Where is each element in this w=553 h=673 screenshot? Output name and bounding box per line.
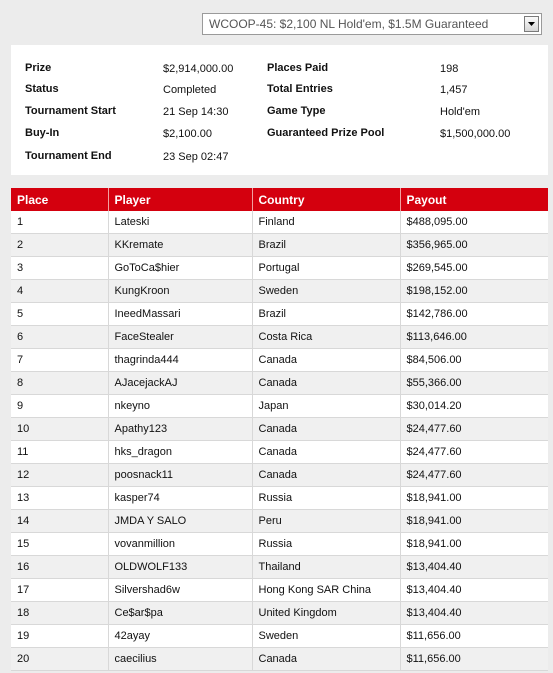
country-cell: Japan <box>252 395 400 418</box>
tournament-select-value: WCOOP-45: $2,100 NL Hold'em, $1.5M Guaranteed <box>209 17 489 31</box>
status-value: Completed <box>163 84 217 96</box>
player-cell: KungKroon <box>108 280 252 303</box>
player-cell: vovanmillion <box>108 533 252 556</box>
country-cell: Canada <box>252 372 400 395</box>
country-cell: Sweden <box>252 280 400 303</box>
guaranteed-prize-pool-value: $1,500,000.00 <box>440 128 511 140</box>
payout-cell: $24,477.60 <box>400 464 548 487</box>
table-row[interactable] <box>11 441 548 464</box>
payout-cell: $13,404.40 <box>400 602 548 625</box>
player-cell: kasper74 <box>108 487 252 510</box>
prize-value: $2,914,000.00 <box>163 63 234 75</box>
payout-cell: $55,366.00 <box>400 372 548 395</box>
payout-cell: $18,941.00 <box>400 510 548 533</box>
table-row[interactable] <box>11 326 548 349</box>
country-cell: United Kingdom <box>252 602 400 625</box>
place-cell: 5 <box>11 303 108 326</box>
header-player[interactable]: Player <box>108 188 252 211</box>
country-cell: Costa Rica <box>252 326 400 349</box>
country-cell: Sweden <box>252 625 400 648</box>
status-label: Status <box>25 83 59 95</box>
payout-cell: $113,646.00 <box>400 326 548 349</box>
place-cell: 15 <box>11 533 108 556</box>
payout-cell: $198,152.00 <box>400 280 548 303</box>
player-cell: Apathy123 <box>108 418 252 441</box>
place-cell: 17 <box>11 579 108 602</box>
country-cell: Portugal <box>252 257 400 280</box>
table-row[interactable] <box>11 280 548 303</box>
player-cell: hks_dragon <box>108 441 252 464</box>
tournament-select[interactable] <box>202 13 542 35</box>
payout-cell: $142,786.00 <box>400 303 548 326</box>
places-paid-value: 198 <box>440 63 459 75</box>
payout-cell: $13,404.40 <box>400 579 548 602</box>
player-cell: nkeyno <box>108 395 252 418</box>
country-cell: Peru <box>252 510 400 533</box>
results-table <box>11 188 548 671</box>
place-cell: 3 <box>11 257 108 280</box>
table-row[interactable] <box>11 234 548 257</box>
player-cell: IneedMassari <box>108 303 252 326</box>
country-cell: Brazil <box>252 234 400 257</box>
place-cell: 8 <box>11 372 108 395</box>
payout-cell: $11,656.00 <box>400 625 548 648</box>
player-cell: FaceStealer <box>108 326 252 349</box>
player-cell: OLDWOLF133 <box>108 556 252 579</box>
payout-cell: $24,477.60 <box>400 418 548 441</box>
table-row[interactable] <box>11 303 548 326</box>
country-cell: Thailand <box>252 556 400 579</box>
payout-cell: $13,404.40 <box>400 556 548 579</box>
places-paid-label: Places Paid <box>267 62 329 74</box>
table-row[interactable] <box>11 464 548 487</box>
place-cell: 10 <box>11 418 108 441</box>
payout-cell: $11,656.00 <box>400 648 548 671</box>
player-cell: 42ayay <box>108 625 252 648</box>
place-cell: 4 <box>11 280 108 303</box>
player-cell: Ce$ar$pa <box>108 602 252 625</box>
place-cell: 6 <box>11 326 108 349</box>
player-cell: KKremate <box>108 234 252 257</box>
place-cell: 11 <box>11 441 108 464</box>
payout-cell: $269,545.00 <box>400 257 548 280</box>
dropdown-button[interactable] <box>524 16 539 32</box>
game-type-value: Hold'em <box>440 106 481 118</box>
table-row[interactable] <box>11 648 548 671</box>
place-cell: 12 <box>11 464 108 487</box>
chevron-down-icon <box>528 22 535 26</box>
header-payout[interactable]: Payout <box>400 188 548 211</box>
country-cell: Finland <box>252 211 400 234</box>
place-cell: 7 <box>11 349 108 372</box>
table-row[interactable] <box>11 556 548 579</box>
country-cell: Canada <box>252 464 400 487</box>
table-row[interactable] <box>11 349 548 372</box>
country-cell: Hong Kong SAR China <box>252 579 400 602</box>
player-cell: Lateski <box>108 211 252 234</box>
tournament-info-panel <box>11 45 548 175</box>
place-cell: 13 <box>11 487 108 510</box>
buy-in-label: Buy-In <box>25 127 60 139</box>
payout-cell: $18,941.00 <box>400 533 548 556</box>
table-row[interactable] <box>11 579 548 602</box>
table-row[interactable] <box>11 625 548 648</box>
place-cell: 2 <box>11 234 108 257</box>
tournament-start-label: Tournament Start <box>25 105 116 117</box>
country-cell: Canada <box>252 418 400 441</box>
payout-cell: $488,095.00 <box>400 211 548 234</box>
country-cell: Canada <box>252 648 400 671</box>
table-row[interactable] <box>11 418 548 441</box>
table-row[interactable] <box>11 257 548 280</box>
country-cell: Russia <box>252 487 400 510</box>
player-cell: thagrinda444 <box>108 349 252 372</box>
prize-label: Prize <box>25 62 52 74</box>
payout-cell: $84,506.00 <box>400 349 548 372</box>
game-type-label: Game Type <box>267 105 326 117</box>
place-cell: 20 <box>11 648 108 671</box>
player-cell: AJacejackAJ <box>108 372 252 395</box>
place-cell: 16 <box>11 556 108 579</box>
country-cell: Russia <box>252 533 400 556</box>
table-row[interactable] <box>11 533 548 556</box>
payout-cell: $30,014.20 <box>400 395 548 418</box>
country-cell: Canada <box>252 441 400 464</box>
place-cell: 9 <box>11 395 108 418</box>
place-cell: 1 <box>11 211 108 234</box>
payout-cell: $18,941.00 <box>400 487 548 510</box>
player-cell: GoToCa$hier <box>108 257 252 280</box>
tournament-end-value: 23 Sep 02:47 <box>163 151 229 163</box>
table-row[interactable] <box>11 395 548 418</box>
table-row[interactable] <box>11 510 548 533</box>
player-cell: caecilius <box>108 648 252 671</box>
buy-in-value: $2,100.00 <box>163 128 212 140</box>
results-header-row <box>11 188 548 211</box>
total-entries-value: 1,457 <box>440 84 468 96</box>
place-cell: 14 <box>11 510 108 533</box>
guaranteed-prize-pool-label: Guaranteed Prize Pool <box>267 127 385 139</box>
header-place[interactable]: Place <box>11 188 108 211</box>
country-cell: Brazil <box>252 303 400 326</box>
player-cell: JMDA Y SALO <box>108 510 252 533</box>
player-cell: Silvershad6w <box>108 579 252 602</box>
place-cell: 19 <box>11 625 108 648</box>
table-row[interactable] <box>11 211 548 234</box>
place-cell: 18 <box>11 602 108 625</box>
country-cell: Canada <box>252 349 400 372</box>
table-row[interactable] <box>11 602 548 625</box>
table-row[interactable] <box>11 372 548 395</box>
player-cell: poosnack11 <box>108 464 252 487</box>
payout-cell: $24,477.60 <box>400 441 548 464</box>
tournament-start-value: 21 Sep 14:30 <box>163 106 229 118</box>
payout-cell: $356,965.00 <box>400 234 548 257</box>
table-row[interactable] <box>11 487 548 510</box>
tournament-end-label: Tournament End <box>25 150 112 162</box>
total-entries-label: Total Entries <box>267 83 333 95</box>
header-country[interactable]: Country <box>252 188 400 211</box>
